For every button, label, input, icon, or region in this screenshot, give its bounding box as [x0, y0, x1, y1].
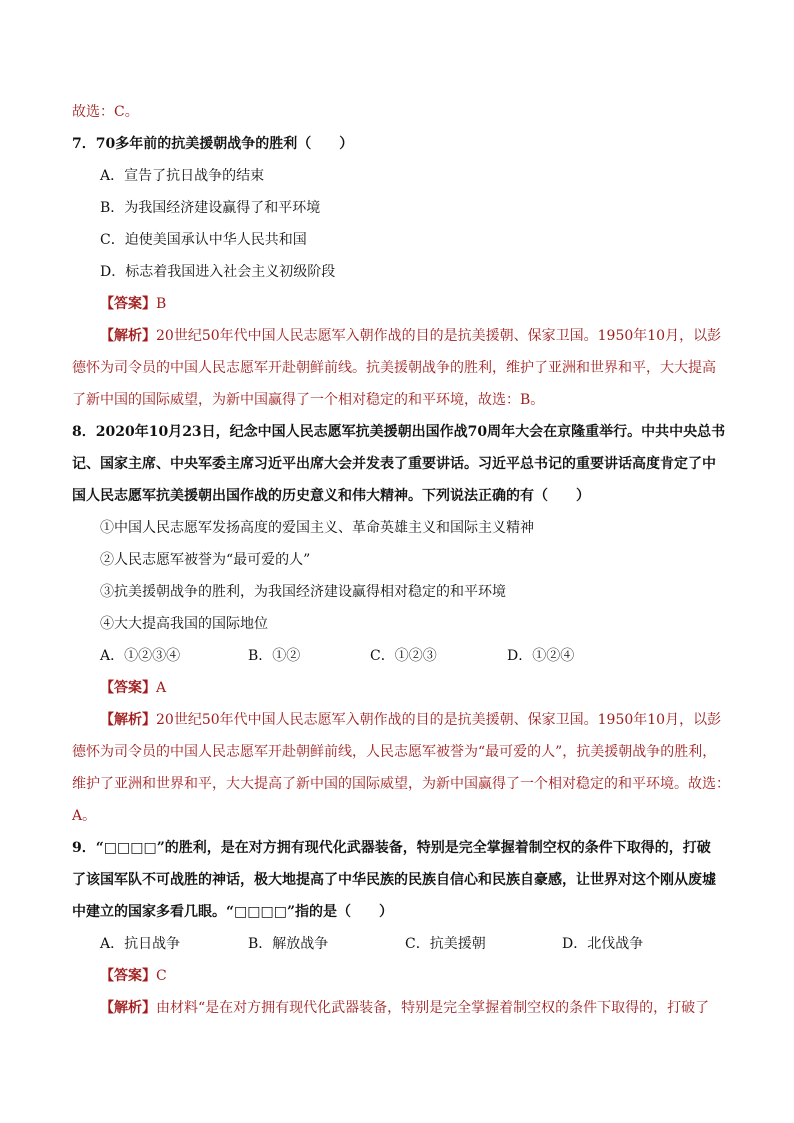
q8-statement-1: ①中国人民志愿军发扬高度的爱国主义、革命英雄主义和国际主义精神 — [100, 520, 534, 536]
analysis-tag: 【解析】 — [100, 1000, 156, 1016]
q8-option-d: D．①②④ — [507, 648, 575, 664]
q9-analysis-line-1 — [100, 998, 709, 1018]
q8-stem-line-1: 8．2020年10月23日，纪念中国人民志愿军抗美援朝出国作战70周年大会在京隆重举行。中共中央总书 — [72, 424, 726, 440]
answer-tag: 【答案】 — [100, 680, 156, 696]
q8-analysis-line-1 — [100, 710, 721, 730]
q7-analysis-line-2: 德怀为司令员的中国人民志愿军开赴朝鲜前线。抗美援朝战争的胜利，维护了亚洲和世界和平，大大提高 — [72, 360, 716, 376]
analysis-tag: 【解析】 — [100, 712, 156, 728]
q9-stem-line-2: 了该国军队不可战胜的神话，极大地提高了中华民族的民族自信心和民族自豪感，让世界对这个刚从废墟 — [72, 872, 716, 888]
q9-stem-line-3: 中建立的国家多看几眼。“□□□□”指的是（ ） — [72, 904, 394, 920]
answer-value: B — [156, 296, 167, 312]
q9-option-c: C．抗美援朝 — [405, 936, 486, 952]
q8-option-c: C．①②③ — [370, 648, 437, 664]
q9-stem-line-1: 9．“□□□□”的胜利，是在对方拥有现代化武器装备，特别是完全掌握着制空权的条件下取得的，打破 — [72, 840, 711, 856]
q9-option-b: B．解放战争 — [248, 936, 329, 952]
q8-analysis-line-3: 维护了亚洲和世界和平，大大提高了新中国的国际威望，为新中国赢得了一个相对稳定的和平环境。故选： — [72, 776, 730, 792]
analysis-text: 由材料“是在对方拥有现代化武器装备，特别是完全掌握着制空权的条件下取得的，打破了 — [156, 1000, 710, 1016]
q7-option-a: A．宣告了抗日战争的结束 — [100, 168, 265, 184]
answer-value: C — [156, 968, 167, 984]
q8-stem-line-3: 国人民志愿军抗美援朝出国作战的历史意义和伟大精神。下列说法正确的有（ ） — [72, 488, 590, 504]
q7-analysis-line-3: 了新中国的国际威望，为新中国赢得了一个相对稳定的和平环境，故选：B。 — [72, 392, 545, 408]
q7-option-d: D．标志着我国进入社会主义初级阶段 — [100, 264, 336, 280]
q8-option-b: B．①② — [248, 648, 301, 664]
q8-statement-4: ④大大提高我国的国际地位 — [100, 616, 268, 632]
q7-option-c: C．迫使美国承认中华人民共和国 — [100, 232, 307, 248]
q8-statement-3: ③抗美援朝战争的胜利，为我国经济建设赢得相对稳定的和平环境 — [100, 584, 506, 600]
analysis-text: 20世纪50年代中国人民志愿军入朝作战的目的是抗美援朝、保家卫国。1950年10月，以彭 — [156, 328, 722, 344]
q9-answer — [100, 966, 167, 986]
answer-tag: 【答案】 — [100, 296, 156, 312]
q7-stem: 7．70多年前的抗美援朝战争的胜利（ ） — [72, 136, 354, 152]
answer-tag: 【答案】 — [100, 968, 156, 984]
q8-stem-line-2: 记、国家主席、中央军委主席习近平出席大会并发表了重要讲话。习近平总书记的重要讲话高度肯定了中 — [72, 456, 716, 472]
q8-analysis-line-4: A。 — [72, 808, 97, 824]
q8-option-a: A．①②③④ — [100, 648, 181, 664]
previous-answer-line: 故选：C。 — [72, 104, 139, 120]
analysis-tag: 【解析】 — [100, 328, 156, 344]
q7-option-b: B．为我国经济建设赢得了和平环境 — [100, 200, 321, 216]
q9-option-d: D．北伐战争 — [562, 936, 644, 952]
q7-answer — [100, 294, 166, 314]
q9-option-a: A．抗日战争 — [100, 936, 181, 952]
q7-analysis-line-1 — [100, 326, 721, 346]
q8-analysis-line-2: 德怀为司令员的中国人民志愿军开赴朝鲜前线，人民志愿军被誉为“最可爱的人”，抗美援朝战争的胜利， — [72, 744, 717, 760]
analysis-text: 20世纪50年代中国人民志愿军入朝作战的目的是抗美援朝、保家卫国。1950年10月，以彭 — [156, 712, 722, 728]
q8-answer — [100, 678, 166, 698]
answer-value: A — [156, 680, 167, 696]
q8-statement-2: ②人民志愿军被誉为“最可爱的人” — [100, 552, 311, 568]
